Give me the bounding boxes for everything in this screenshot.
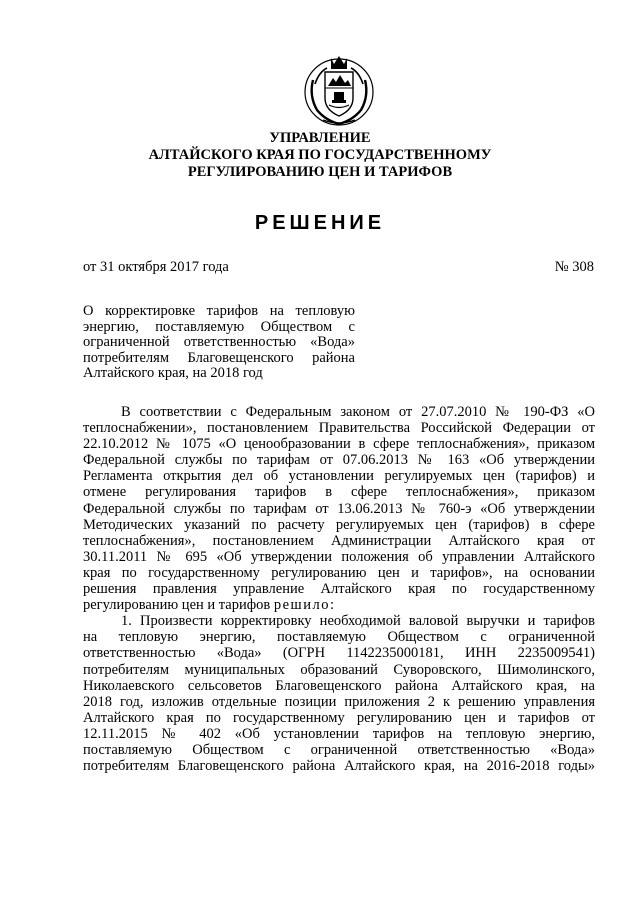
body-line: Федеральной службы по тарифам от 07.06.2013 № 163 «Об утверждении	[83, 452, 595, 469]
body-line: потребителям муниципальных образований Суворовского, Шимолинского,	[83, 661, 595, 678]
body-line: теплоснабжении», постановлением Правительства Российской Федерации от	[83, 420, 595, 437]
body-line: ответственностью «Вода» (ОГРН 1142235000181, ИНН 2235009541)	[83, 645, 595, 662]
body-line: Регламента открытия дел об установлении регулируемых цен (тарифов) и	[83, 468, 595, 485]
authority-line: АЛТАЙСКОГО КРАЯ ПО ГОСУДАРСТВЕННОМУ	[148, 147, 492, 163]
body-line: Методических указаний по расчету регулируемых цен (тарифов) в сфере	[83, 516, 595, 533]
body-line: 2018 год, изложив отдельные позиции приложения 2 к решению управления	[83, 693, 595, 710]
body-line: поставляемую Обществом с ограниченной ответственностью «Вода»	[83, 741, 595, 758]
document-subject	[83, 304, 355, 382]
body-line: Федеральной службы по тарифам от 13.06.2013 № 760-э «Об утверждении	[83, 500, 595, 517]
subject-line: Алтайского края, на 2018 год	[83, 365, 263, 381]
body-line: 22.10.2012 № 1075 «О ценообразовании в сфере теплоснабжения», приказом	[83, 436, 595, 453]
body-line: 12.11.2015 № 402 «Об установлении тарифов на тепловую энергию,	[83, 725, 595, 742]
body-line: отмене регулирования тарифов в сфере теплоснабжения», приказом	[83, 484, 595, 501]
body-line: потребителям Благовещенского района Алтайского края, на 2016-2018 годы»	[83, 758, 595, 775]
subject-line: О корректировке тарифов на тепловую	[83, 303, 355, 319]
resolved-word: решило	[273, 597, 330, 614]
document-date: от 31 октября 2017 года	[83, 259, 229, 275]
subject-line: энергию, поставляемую Обществом с	[83, 318, 355, 335]
authority-line: РЕГУЛИРОВАНИЮ ЦЕН И ТАРИФОВ	[187, 164, 453, 180]
body-line	[83, 597, 595, 613]
body-line: решения правления управление Алтайского края по государственному	[83, 581, 595, 598]
body-line: Алтайского края по государственному регулированию цен и тарифов от	[83, 709, 595, 726]
body-text: регулированию цен и тарифов	[83, 597, 271, 614]
body-line: на тепловую энергию, поставляемую Обществом с ограниченной	[83, 629, 595, 646]
document-type-title: РЕШЕНИЕ	[254, 212, 386, 234]
body-line: Николаевского сельсоветов Благовещенского района Алтайского края, на	[83, 677, 595, 694]
authority-line: УПРАВЛЕНИЕ	[269, 130, 371, 146]
coat-of-arms-icon	[301, 52, 377, 128]
document-body	[83, 404, 595, 774]
document-number: № 308	[554, 259, 594, 275]
body-line: 30.11.2011 № 695 «Об утверждении положения об управлении Алтайского	[83, 548, 595, 565]
body-text: :	[329, 597, 334, 614]
body-line: края по государственному регулированию цен и тарифов», на основании	[83, 564, 595, 581]
subject-line: потребителям Благовещенского района	[83, 349, 355, 366]
subject-line: ограниченной ответственностью «Вода»	[83, 334, 355, 350]
body-line: 1. Произвести корректировку необходимой валовой выручки и тарифов	[121, 613, 595, 630]
body-line: В соответствии с Федеральным законом от 27.07.2010 № 190-ФЗ «О	[121, 404, 595, 420]
body-line: теплоснабжения», постановлением Администрации Алтайского края от	[83, 532, 595, 549]
authority-name	[0, 130, 640, 181]
